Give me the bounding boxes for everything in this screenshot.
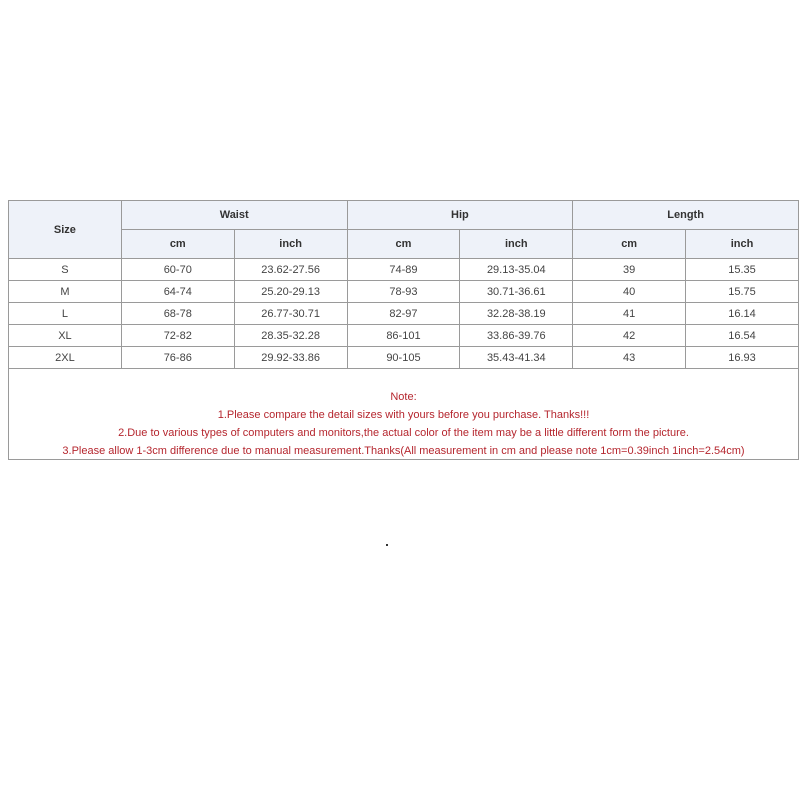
- value-cell: 90-105: [347, 347, 460, 369]
- value-cell: 40: [573, 281, 686, 303]
- value-cell: 33.86-39.76: [460, 325, 573, 347]
- unit-header: inch: [460, 230, 573, 259]
- value-cell: 16.54: [686, 325, 799, 347]
- notes-box: [8, 369, 799, 460]
- size-chart: [8, 200, 799, 460]
- value-cell: 26.77-30.71: [234, 303, 347, 325]
- table-row: [9, 259, 799, 281]
- size-table: [8, 200, 799, 369]
- size-cell: XL: [9, 325, 122, 347]
- hip-header: Hip: [347, 201, 573, 230]
- unit-header: cm: [347, 230, 460, 259]
- value-cell: 15.35: [686, 259, 799, 281]
- value-cell: 43: [573, 347, 686, 369]
- value-cell: 28.35-32.28: [234, 325, 347, 347]
- value-cell: 29.92-33.86: [234, 347, 347, 369]
- size-cell: 2XL: [9, 347, 122, 369]
- stray-dot: [386, 544, 388, 546]
- value-cell: 68-78: [121, 303, 234, 325]
- value-cell: 72-82: [121, 325, 234, 347]
- value-cell: 86-101: [347, 325, 460, 347]
- unit-header: cm: [573, 230, 686, 259]
- note-line: 2.Due to various types of computers and monitors,the actual color of the item may be a little different form the picture.: [118, 427, 689, 439]
- value-cell: 78-93: [347, 281, 460, 303]
- value-cell: 16.14: [686, 303, 799, 325]
- length-header: Length: [573, 201, 799, 230]
- value-cell: 30.71-36.61: [460, 281, 573, 303]
- header-row-units: [9, 230, 799, 259]
- table-row: [9, 303, 799, 325]
- table-row: [9, 325, 799, 347]
- value-cell: 35.43-41.34: [460, 347, 573, 369]
- value-cell: 76-86: [121, 347, 234, 369]
- unit-header: inch: [686, 230, 799, 259]
- value-cell: 60-70: [121, 259, 234, 281]
- notes-title: Note:: [390, 391, 417, 403]
- value-cell: 64-74: [121, 281, 234, 303]
- value-cell: 41: [573, 303, 686, 325]
- size-header: Size: [9, 201, 122, 259]
- size-cell: M: [9, 281, 122, 303]
- note-line: 1.Please compare the detail sizes with yours before you purchase. Thanks!!!: [217, 409, 590, 421]
- header-row-groups: [9, 201, 799, 230]
- table-row: [9, 281, 799, 303]
- size-cell: L: [9, 303, 122, 325]
- value-cell: 25.20-29.13: [234, 281, 347, 303]
- note-line: 3.Please allow 1-3cm difference due to manual measurement.Thanks(All measurement in cm and please note 1cm=0.39inch 1inch=2.54cm): [62, 445, 745, 457]
- value-cell: 74-89: [347, 259, 460, 281]
- unit-header: inch: [234, 230, 347, 259]
- value-cell: 23.62-27.56: [234, 259, 347, 281]
- value-cell: 42: [573, 325, 686, 347]
- unit-header: cm: [121, 230, 234, 259]
- table-row: [9, 347, 799, 369]
- value-cell: 15.75: [686, 281, 799, 303]
- value-cell: 39: [573, 259, 686, 281]
- waist-header: Waist: [121, 201, 347, 230]
- value-cell: 82-97: [347, 303, 460, 325]
- size-cell: S: [9, 259, 122, 281]
- value-cell: 32.28-38.19: [460, 303, 573, 325]
- value-cell: 16.93: [686, 347, 799, 369]
- value-cell: 29.13-35.04: [460, 259, 573, 281]
